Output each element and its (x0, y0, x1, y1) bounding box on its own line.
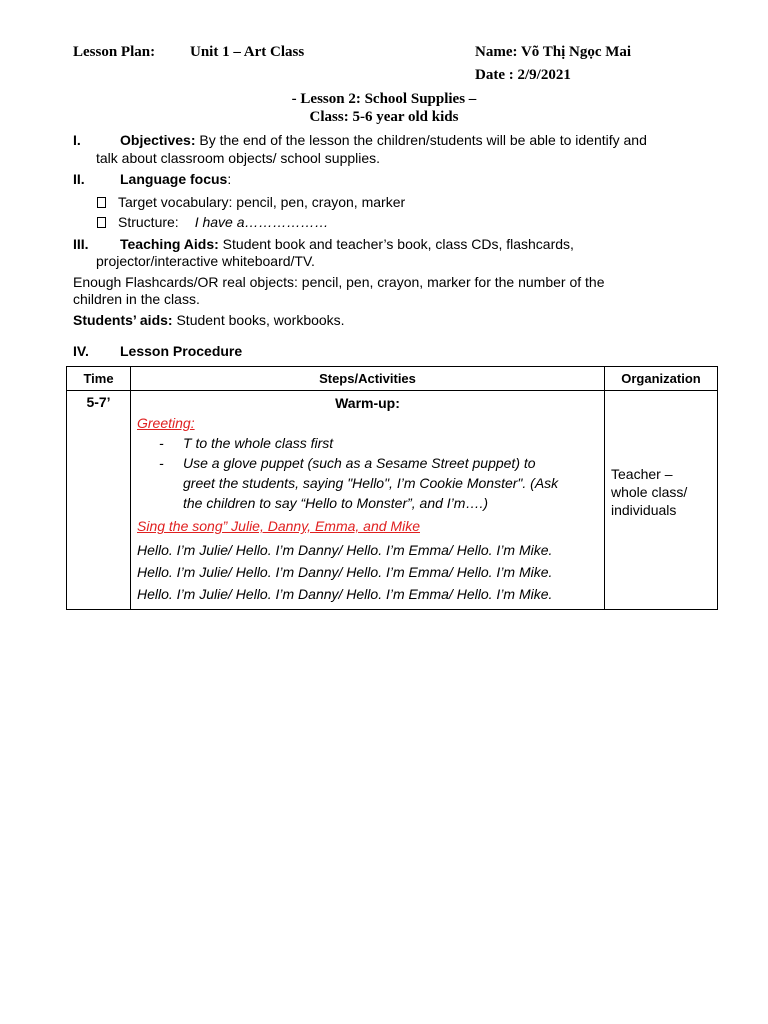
org-line: Teacher – (611, 466, 673, 482)
objectives-line-1 (120, 132, 647, 148)
aids-text-2: projector/interactive whiteboard/TV. (96, 253, 315, 269)
structure-label: Structure: (118, 214, 179, 230)
language-number: II. (73, 171, 85, 187)
org-line: whole class/ (611, 484, 688, 500)
lesson-plan-label: Lesson Plan: (73, 44, 156, 60)
teacher-name: Name: Võ Thị Ngọc Mai (475, 44, 632, 60)
language-heading (120, 171, 231, 187)
square-bullet-icon (97, 217, 106, 228)
list-item (137, 453, 598, 473)
item-text-cont: greet the students, saying "Hello", I’m Cookie Monster". (Ask (183, 475, 559, 491)
lesson-title: - Lesson 2: School Supplies – (291, 91, 477, 107)
time-cell: 5-7’ (67, 391, 131, 610)
aids-line-1 (120, 236, 574, 252)
lyric-line: Hello. I’m Julie/ Hello. I’m Danny/ Hello. I’m Emma/ Hello. I’m Mike. (137, 542, 553, 558)
steps-cell (131, 391, 605, 610)
structure-bullet (97, 214, 329, 230)
vocab-text: Target vocabulary: pencil, pen, crayon, marker (118, 194, 406, 210)
objectives-number: I. (73, 132, 81, 148)
objectives-text-1: By the end of the lesson the children/students will be able to identify and (195, 132, 647, 148)
structure-value: I have a……………… (194, 214, 329, 230)
students-aids-text: Student books, workbooks. (172, 312, 345, 328)
vocab-bullet (97, 194, 405, 210)
unit-title: Unit 1 – Art Class (190, 44, 305, 60)
warmup-title: Warm-up: (335, 395, 400, 411)
procedure-number: IV. (73, 343, 89, 359)
org-line: individuals (611, 502, 677, 518)
square-bullet-icon (97, 197, 106, 208)
greeting-heading: Greeting: (137, 415, 195, 431)
list-item (137, 433, 598, 453)
language-colon: : (227, 171, 232, 187)
header-organization: Organization (605, 367, 718, 391)
class-line: Class: 5-6 year old kids (309, 109, 459, 125)
procedure-label: Lesson Procedure (120, 343, 243, 359)
language-label: Language focus (120, 171, 228, 187)
students-aids-label: Students’ aids: (73, 312, 173, 328)
item-text: Use a glove puppet (such as a Sesame Street puppet) to (183, 455, 536, 471)
table-row (67, 391, 718, 610)
students-aids (73, 312, 345, 328)
aids-label: Teaching Aids: (120, 236, 219, 252)
table-header-row (67, 367, 718, 391)
lyric-line: Hello. I’m Julie/ Hello. I’m Danny/ Hello. I’m Emma/ Hello. I’m Mike. (137, 586, 553, 602)
lyric-line: Hello. I’m Julie/ Hello. I’m Danny/ Hello. I’m Emma/ Hello. I’m Mike. (137, 564, 553, 580)
aids-text-1: Student book and teacher’s book, class CDs, flashcards, (218, 236, 574, 252)
aids-extra-2: children in the class. (73, 291, 200, 307)
lesson-date: Date : 2/9/2021 (475, 67, 571, 83)
dash-bullet: - (159, 455, 164, 471)
lesson-procedure-table (66, 366, 718, 610)
aids-extra-1: Enough Flashcards/OR real objects: pencil, pen, crayon, marker for the number of the (73, 274, 605, 290)
header-steps: Steps/Activities (131, 367, 605, 391)
organization-cell (605, 391, 718, 610)
song-heading: Sing the song” Julie, Danny, Emma, and Mike (137, 518, 420, 534)
objectives-label: Objectives: (120, 132, 196, 148)
dash-bullet: - (159, 435, 164, 451)
item-text: T to the whole class first (183, 435, 334, 451)
header-time: Time (67, 367, 131, 391)
aids-number: III. (73, 236, 89, 252)
item-text-cont: the children to say “Hello to Monster”, and I’m….) (183, 495, 489, 511)
objectives-text-2: talk about classroom objects/ school supplies. (96, 150, 381, 166)
